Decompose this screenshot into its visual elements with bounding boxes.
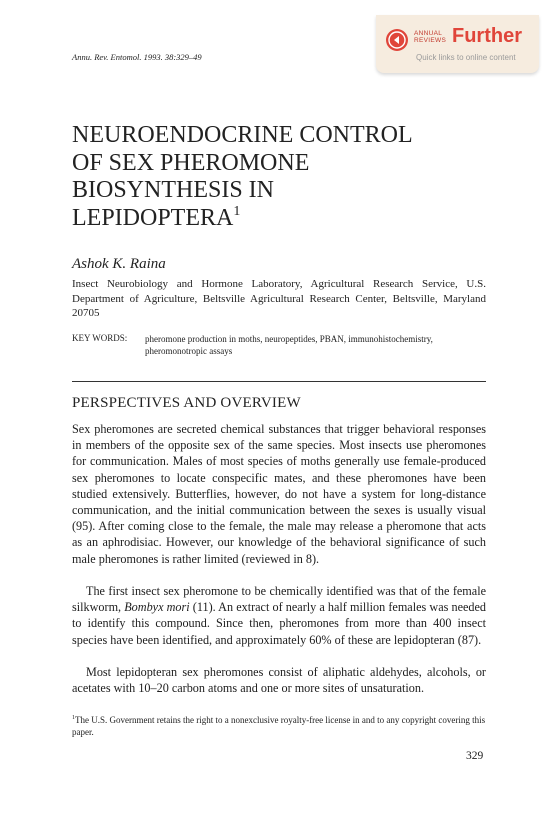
p2-text-after: (11). An extract of nearly a half million females was needed to identify this compound. Since then, pheromones from more than 400 insect species have been identified, and approximately 60% of these are lepidopteran (87). [72, 600, 486, 647]
badge-annual-text: ANNUAL [414, 30, 443, 37]
body-paragraph-2 [72, 583, 486, 648]
journal-citation: Annu. Rev. Entomol. 1993. 38:329–49 [72, 52, 202, 62]
article-title [72, 122, 413, 232]
play-icon [386, 29, 408, 51]
key-words-label: KEY WORDS: [72, 333, 128, 343]
body-paragraph-3: Most lepidopteran sex pheromones consist of aliphatic aldehydes, alcohols, or acetates with 10–20 carbon atoms and one or more sites of unsaturation. [72, 665, 486, 696]
footnote-text: The U.S. Government retains the right to a nonexclusive royalty-free license in and to any copyright covering this paper. [72, 715, 486, 737]
author-affiliation: Insect Neurobiology and Hormone Laboratory, Agricultural Research Service, U.S. Department of Agriculture, Beltsville Agricultural Research Center, Beltsville, Maryland 20705 [72, 278, 486, 319]
title-footnote-mark[interactable]: 1 [233, 203, 241, 219]
badge-further-text: Further [452, 25, 522, 47]
footnote [72, 712, 486, 738]
badge-reviews-text: REVIEWS [414, 37, 447, 44]
body-paragraph-1: Sex pheromones are secreted chemical substances that trigger behavioral responses in members of the opposite sex of the same species. Most insects use pheromones for communication. Males of most species of moths generally use female-produced sex pheromones to locate conspecific mates, and these pheromones have been studied extensively. Butterflies, however, do not have a system for long-distance communication, and the initial communication between the sexes is usually visual (95). After coming close to the female, the male may release a pheromone that acts as an aphrodisiac. However, our knowledge of the behavioral significance of such male pheromones is rather limited (reviewed in 8). [72, 422, 486, 566]
page-number: 329 [466, 750, 484, 762]
footnote-mark: 1 [72, 715, 75, 721]
p2-text-before: The first insect sex pheromone to be chemically identified was that of the female silkworm, [72, 584, 486, 615]
badge-tagline: Quick links to online content [416, 53, 516, 62]
key-words: pheromone production in moths, neuropeptides, PBAN, immunohistochemistry, pheromonotropic assays [145, 334, 433, 356]
section-divider [72, 381, 486, 382]
article-title-text: NEUROENDOCRINE CONTROL OF SEX PHEROMONE BIOSYNTHESIS IN LEPIDOPTERA [72, 122, 413, 231]
species-name: Bombyx mori [124, 600, 190, 615]
badge-publisher-label [414, 30, 446, 44]
section-heading: PERSPECTIVES AND OVERVIEW [72, 395, 301, 411]
annual-reviews-further-badge[interactable] [376, 15, 539, 73]
author-name: Ashok K. Raina [72, 256, 166, 272]
